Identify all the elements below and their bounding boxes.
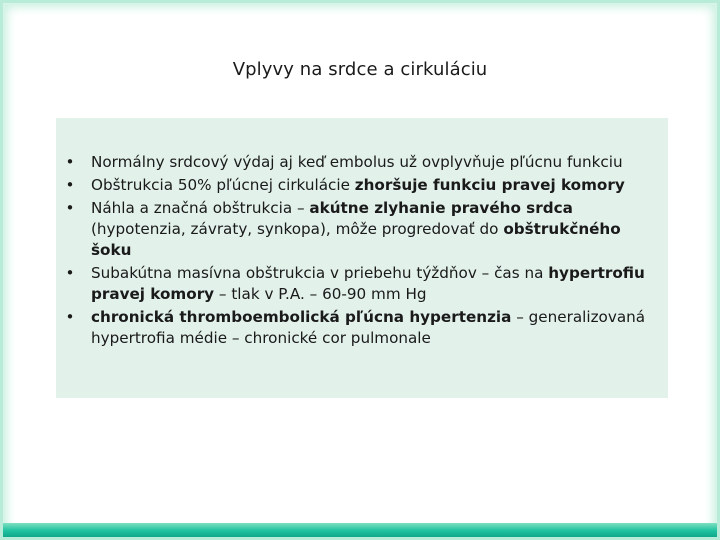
bullet-text: (hypotenzia, závraty, synkopa), môže progredovať do	[91, 220, 504, 238]
bullet-text: Subakútna masívna obštrukcia v priebehu týždňov – čas na	[91, 264, 549, 282]
bullet-emphasis: zhoršuje funkciu pravej komory	[354, 176, 625, 194]
bullet-dot-icon: •	[65, 153, 75, 171]
bottom-accent-strip	[3, 523, 717, 537]
bullet-emphasis: hypertrofiu pravej komory	[91, 264, 645, 303]
bullet-text: Normálny srdcový výdaj aj keď embolus už ovplyvňuje pľúcnu funkciu	[91, 153, 623, 171]
bullet-item-5	[60, 307, 660, 349]
bullet-text: Náhla a značná obštrukcia –	[91, 199, 310, 217]
bullet-item-3	[60, 198, 660, 261]
bullet-text: Obštrukcia 50% pľúcnej cirkulácie	[91, 176, 355, 194]
bullet-emphasis: akútne zlyhanie pravého srdca	[309, 199, 573, 217]
bullet-dot-icon: •	[65, 176, 75, 194]
bullet-dot-icon: •	[65, 308, 75, 326]
bullet-text: – generalizovaná hypertrofia médie – chronické cor pulmonale	[91, 308, 646, 347]
bullet-dot-icon: •	[65, 199, 75, 217]
content-box	[56, 118, 668, 398]
bullet-list	[60, 152, 660, 349]
bullet-dot-icon: •	[65, 264, 75, 282]
bullet-emphasis: obštrukčného šoku	[91, 220, 621, 259]
bullet-item-2	[60, 175, 660, 196]
bullet-emphasis: chronická thromboembolická pľúcna hypertenzia	[91, 308, 512, 326]
slide-title: Vplyvy na srdce a cirkuláciu	[232, 59, 488, 80]
bullet-item-1	[60, 152, 660, 173]
bullet-item-4	[60, 263, 660, 305]
bullet-text: – tlak v P.A. – 60-90 mm Hg	[214, 285, 427, 303]
